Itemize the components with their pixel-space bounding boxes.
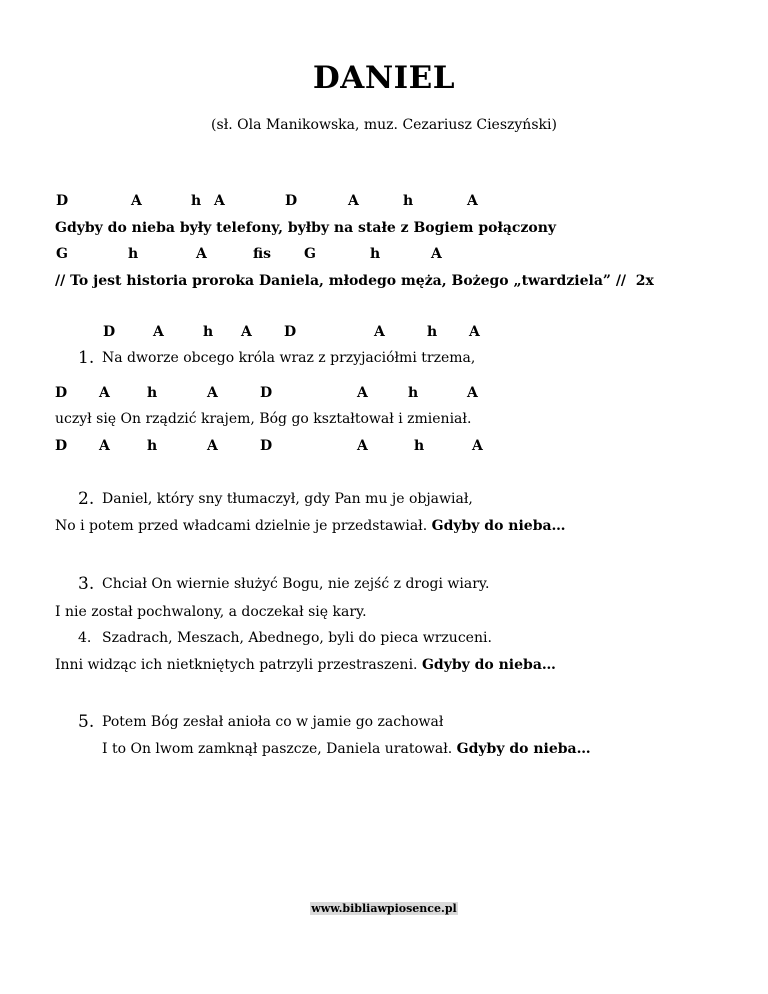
chord: G <box>304 246 316 262</box>
chord: A <box>99 438 110 454</box>
chord: h <box>414 438 425 454</box>
chord: D <box>260 438 273 454</box>
chord: A <box>472 438 483 454</box>
verse-number: 1. <box>78 348 95 368</box>
verse-4-line-2-text: Inni widząc ich nietkniętych patrzyli przestraszeni. <box>55 657 418 673</box>
chord: D <box>285 193 298 209</box>
verse-5-line-1: Potem Bóg zesłał anioła co w jamie go zachował <box>102 714 444 730</box>
chord: h <box>147 438 158 454</box>
chord: A <box>207 438 218 454</box>
chord: A <box>348 193 359 209</box>
refrain-line-1: Gdyby do nieba były telefony, byłby na stałe z Bogiem połączony <box>55 220 557 236</box>
verse-1-line-2: uczył się On rządzić krajem, Bóg go kształtował i zmieniał. <box>55 411 472 427</box>
refrain-line-2-text: // To jest historia proroka Daniela, młodego męża, Bożego „twardziela” // <box>55 273 627 289</box>
chord: A <box>131 193 142 209</box>
chord: h <box>427 324 438 340</box>
verse-5-line-2-text: I to On lwom zamknął paszcze, Daniela uratował. <box>102 741 453 757</box>
song-title: DANIEL <box>312 60 456 96</box>
verse-2-line-1: Daniel, który sny tłumaczył, gdy Pan mu je objawiał, <box>102 491 473 507</box>
chord: h <box>370 246 381 262</box>
chord: A <box>467 385 478 401</box>
chord: fis <box>253 246 272 262</box>
footer <box>0 897 768 916</box>
chord: D <box>284 324 297 340</box>
verse-number: 4. <box>78 630 92 646</box>
verse-number: 5. <box>78 712 95 732</box>
verse-5-line-2 <box>102 741 591 757</box>
verse-4-line-1: Szadrach, Meszach, Abednego, byli do pieca wrzuceni. <box>102 630 492 646</box>
chord: A <box>153 324 164 340</box>
chord: D <box>103 324 116 340</box>
chord: A <box>207 385 218 401</box>
refrain-reference: Gdyby do nieba… <box>431 518 566 534</box>
chord: A <box>196 246 207 262</box>
chord: A <box>357 438 368 454</box>
chord: h <box>403 193 414 209</box>
song-credits: (sł. Ola Manikowska, muz. Cezariusz Cieszyński) <box>211 117 557 133</box>
chord: D <box>55 385 68 401</box>
chord: A <box>99 385 110 401</box>
verse-number: 3. <box>78 574 95 594</box>
chord: A <box>467 193 478 209</box>
refrain-line-2 <box>55 273 654 289</box>
verse-1-line-1: Na dworze obcego króla wraz z przyjaciółmi trzema, <box>102 350 476 366</box>
chord: A <box>357 385 368 401</box>
verse-3-line-2: I nie został pochwalony, a doczekał się kary. <box>55 604 367 620</box>
verse-3-line-1: Chciał On wiernie służyć Bogu, nie zejść z drogi wiary. <box>102 576 490 592</box>
verse-number: 2. <box>78 489 95 509</box>
chord: G <box>56 246 68 262</box>
chord: A <box>214 193 225 209</box>
chord: h <box>147 385 158 401</box>
chord: h <box>408 385 419 401</box>
chord: A <box>431 246 442 262</box>
chord: A <box>241 324 252 340</box>
refrain-reference: Gdyby do nieba… <box>456 741 591 757</box>
repeat-marker: 2x <box>635 273 654 289</box>
verse-2-line-2-text: No i potem przed władcami dzielnie je przedstawiał. <box>55 518 428 534</box>
chord: h <box>203 324 214 340</box>
chord: D <box>55 438 68 454</box>
chord: D <box>260 385 273 401</box>
chord: h <box>128 246 139 262</box>
chord: D <box>56 193 69 209</box>
verse-4-line-2 <box>55 657 556 673</box>
refrain-reference: Gdyby do nieba… <box>421 657 556 673</box>
chord: A <box>469 324 480 340</box>
chord: h <box>191 193 202 209</box>
chord: A <box>374 324 385 340</box>
verse-2-line-2 <box>55 518 566 534</box>
website-url: www.bibliawpiosence.pl <box>311 902 457 915</box>
